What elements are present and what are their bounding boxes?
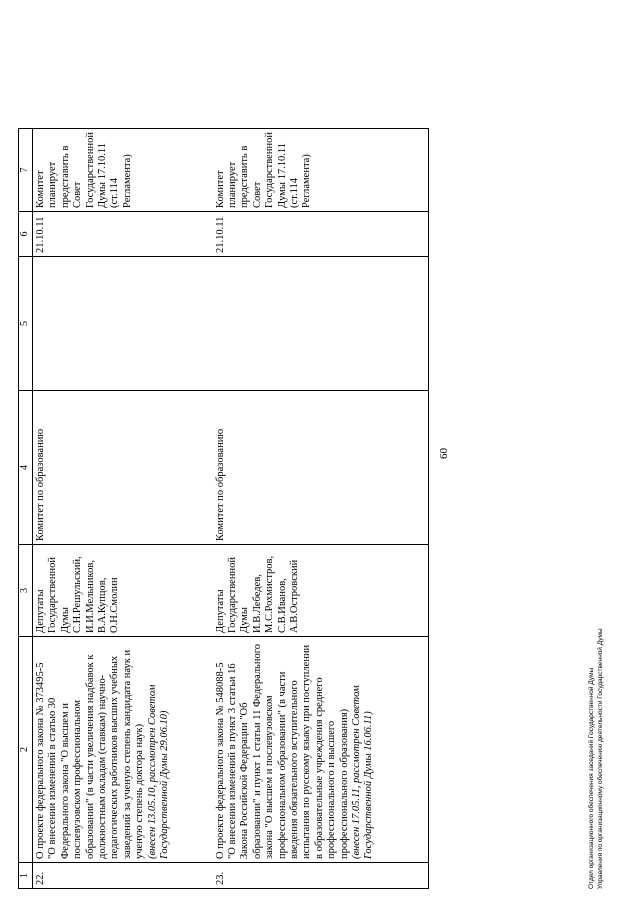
table-row: [33, 129, 213, 889]
header-col-2: 2: [19, 637, 33, 863]
header-col-6: 6: [19, 212, 33, 257]
bills-table: [18, 128, 429, 889]
bill-description: [33, 637, 213, 863]
page-number: 60: [438, 448, 450, 459]
row-number: 22.: [33, 863, 213, 889]
bill-description: [213, 637, 429, 863]
table-row: [213, 129, 429, 889]
responsible-committee: Комитет по образованию: [213, 391, 429, 545]
bill-authors: Депутаты Государственной Думы С.Н.Решульский, И.И.Мельников, В.А.Купцов, О.Н.Смолин: [33, 545, 213, 637]
row-number: 23.: [213, 863, 429, 889]
header-col-7: 7: [19, 129, 33, 212]
bill-authors: Депутаты Государственной Думы И.В.Лебедев, М.С.Рохмистров, С.В.Иванов, А.В.Островский: [213, 545, 429, 637]
status-cell: Комитет планирует представить в Совет Государственной Думы 17.10.11 (ст.114 Регламента): [213, 129, 429, 212]
header-col-3: 3: [19, 545, 33, 637]
footer: [588, 628, 605, 889]
bill-title: О проекте федерального закона № 548088-5: [214, 662, 226, 859]
col5-cell: [33, 257, 213, 391]
bill-note: (внесен 13.05.10, рассмотрен Советом Государственной Думы 29.06.10): [146, 684, 171, 859]
bill-note: (внесен 17.05.11, рассмотрен Советом Государственной Думы 16.06.11): [350, 685, 375, 859]
header-row: [19, 129, 33, 889]
bill-body: "О внесении изменений в пункт 3 статьи 16 Закона Российской Федерации "Об образовании" и пункт 1 статьи 11 Федерального закона "О высшем и послевузовском профессиональном образовании" (в части введения обязательного вступительного испытания по русскому языку при поступлении в образовательные учреждения среднего профессионального и высшего профессионального образования): [226, 643, 350, 859]
bill-title: О проекте федерального закона № 373495-5: [35, 662, 46, 859]
footer-line-1: Отдел организационного обеспечения заседаний Государственной Думы: [588, 667, 595, 889]
status-cell: Комитет планирует представить в Совет Государственной Думы 17.10.11 (ст.114 Регламента): [33, 129, 213, 212]
date-cell: 21.10.11: [213, 212, 429, 257]
header-col-5: 5: [19, 257, 33, 391]
footer-line-2: Управления по организационному обеспечению деятельности Государственной Думы: [596, 628, 604, 889]
col5-cell: [213, 257, 429, 391]
date-cell: 21.10.11: [33, 212, 213, 257]
header-col-4: 4: [19, 391, 33, 545]
responsible-committee: Комитет по образованию: [33, 391, 213, 545]
bill-body: "О внесении изменений в статью 30 Федерального закона "О высшем и послевузовском профессиональном образовании" (в части увеличения надбавок к должностным окладам (ставкам) научно-педагогических работников высших учебных заведений за ученую степень кандидата наук и ученую степень доктора наук): [47, 649, 146, 859]
header-col-1: 1: [19, 863, 33, 889]
